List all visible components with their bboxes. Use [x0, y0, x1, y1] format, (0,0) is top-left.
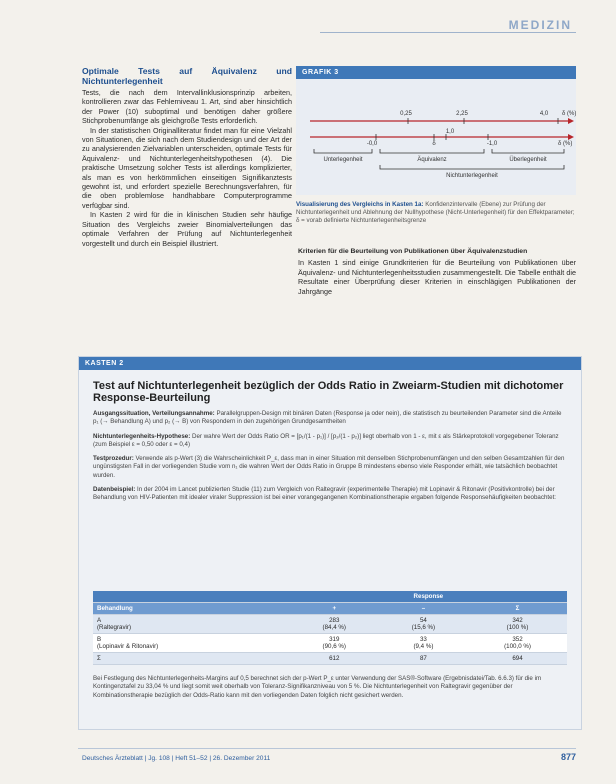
- table-cell: 694: [468, 653, 567, 665]
- lower-tick-label: δ: [432, 141, 436, 147]
- kasten-paragraph: [93, 455, 567, 480]
- upper-tick-label: 0,25: [400, 111, 412, 117]
- table-cell: A (Raltegravir): [93, 615, 290, 634]
- figure-label: GRAFIK 3: [296, 66, 576, 79]
- kasten-label: KASTEN 2: [79, 357, 581, 370]
- upper-axis-arrow: [568, 118, 574, 124]
- table-cell: 612: [290, 653, 379, 665]
- figure-box: [296, 66, 576, 225]
- table-row: [93, 653, 567, 665]
- left-paragraph: In Kasten 2 wird für die in klinischen Studien sehr häufige Situation des Vergleichs zweier Binomialverteilungen das optimale Verfahren der Prüfung auf Nichtunterlegenheit vorgestellt und durch ein Beispiel illustriert.: [82, 210, 292, 248]
- page-number: 877: [560, 752, 576, 762]
- upper-tick-label: 4,0: [539, 111, 549, 117]
- left-paragraph: Tests, die nach dem Intervallinklusionsprinzip arbeiten, kontrollieren zwar das Fehlerniveau 1. Art, sind aber hinsichtlich der Power (10) suboptimal und benötigen daher größere Stichprobenumfänge als gleichgroße Tests erforderlich.: [82, 88, 292, 126]
- table-col-header: –: [379, 603, 468, 615]
- bracket-label: Nichtunterlegenheit: [446, 173, 498, 179]
- bracket-unterlegenheit: [314, 149, 372, 153]
- lower-tick-label: -0,0: [366, 141, 378, 147]
- table-cell: 54 (15,6 %): [379, 615, 468, 634]
- table-cell: Σ: [93, 653, 290, 665]
- table-group-header: Response: [290, 591, 567, 603]
- table-cell: 283 (84,4 %): [290, 615, 379, 634]
- lower-tick-label: 1,0: [445, 129, 455, 135]
- left-heading: Optimale Tests auf Äquivalenz und Nichtunterlegenheit: [82, 66, 292, 86]
- upper-tick-label: 2,25: [456, 111, 468, 117]
- bracket-label: Unterlegenheit: [323, 157, 363, 163]
- right-heading: Kriterien für die Beurteilung von Publikationen über Äquivalenzstudien: [298, 248, 528, 255]
- kasten-paragraph: [93, 410, 567, 427]
- table-cell: B (Lopinavir & Ritonavir): [93, 634, 290, 653]
- kasten-paragraph-bold: Ausgangssituation, Verteilungsannahme:: [93, 410, 215, 417]
- table-col-header: Σ: [468, 603, 567, 615]
- kasten-paragraph: [93, 486, 567, 503]
- left-paragraph: In der statistischen Originalliteratur findet man für eine Vielzahl von Situationen, die sich nach dem Studiendesign und der Art der zu analysierenden Zielvariablen unterscheiden, optimale Tests für Äquivalenz- und Nichtunterlegenheitshypothesen (4). Die praktische Umsetzung solcher Tests ist allerdings komplizierter, als man es von herkömmlichen einseitigen Signifikanztests gewohnt ist, und erfordert spezielle Berechnungsverfahren, für die oben problemlose handhabbare Computerprogramme verfügbar sind.: [82, 125, 292, 210]
- bracket-label: Überlegenheit: [509, 157, 547, 163]
- section-tag: MEDIZIN: [508, 18, 572, 32]
- bracket-nichtunterlegenheit: [380, 165, 564, 169]
- table-corner: [93, 591, 290, 603]
- figure-diagram: [296, 79, 576, 195]
- lower-axis-arrow: [568, 134, 574, 140]
- table-cell: 87: [379, 653, 468, 665]
- table-col-header: Behandlung: [93, 603, 290, 615]
- lower-axis-label: δ (%): [558, 141, 573, 147]
- figure-caption-text: Konfidenzintervalle (Ebene) zur Prüfung der Nichtunterlegenheit und Ablehnung der Nullhypothese (Nicht-Unterlegenheit) für den Effektparameter; δ = vorab definierte Nichtunterlegenheitsgrenze: [296, 201, 575, 224]
- table-cell: 33 (9,4 %): [379, 634, 468, 653]
- table-cell: 352 (100,0 %): [468, 634, 567, 653]
- table-cell: 342 (100 %): [468, 615, 567, 634]
- kasten-paragraph-bold: Testprozedur:: [93, 455, 134, 463]
- kasten-paragraph-text: In der 2004 im Lancet publizierten Studie (11) zum Vergleich von Raltegravir (experimentelle Therapie) mit Lopinavir & Ritonavir (Positivkontrolle) bei der Behandlung von HIV-Patienten mit idealer viraler Suppression ist bei einer vorangegangenen Kombinationstherapie ergaben folgende Responsehäufigkeiten beobachtet:: [93, 486, 557, 502]
- figure-caption: [296, 201, 576, 225]
- left-column: [82, 66, 292, 248]
- footer-journal: Deutsches Ärzteblatt | Jg. 108 | Heft 51–52 | 26. Dezember 2011: [82, 755, 271, 762]
- table-cell: 319 (90,6 %): [290, 634, 379, 653]
- right-column: [298, 248, 576, 296]
- top-rule: [320, 32, 576, 33]
- kasten-paragraph-bold: Nichtunterlegenheits-Hypothese:: [93, 432, 191, 440]
- figure-body: [296, 79, 576, 195]
- table-row: [93, 634, 567, 653]
- kasten-closing: Bei Festlegung des Nichtunterlegenheits-Margins auf 0,5 berechnet sich der p-Wert P_ε unter Verwendung der SAS®-Software (Ergebnisdatei/Tab. 6.6.3) für die im Kontingenztafel zu 33,04 % und liegt somit weit oberhalb von Toleranz-Signifikanzniveau von 5 %. Die Nichtunterlegenheit von Raltegravir gegenüber der Kombinationstherapie bezüglich der Odds-Ratio kann mit den vorliegenden Daten folglich nicht gesichert werden.: [93, 675, 542, 699]
- lower-tick-label: -1,0: [486, 141, 498, 147]
- kasten-paragraph: [93, 433, 567, 450]
- kasten-paragraph-text: Der wahre Wert der Odds Ratio OR = [p₁/(1 - p₁)] / [p₂/(1 - p₂)] liegt oberhalb von 1 - ε, mit ε als Stärkeprotokoll vorgegebener Toleranz (zum Beispiel ε = 0,50 oder ε = 0,4): [93, 432, 559, 448]
- right-paragraph: In Kasten 1 sind einige Grundkriterien für die Beurteilung von Publikationen über Äquivalenz- und Nichtunterlegenheitsstudien zusammengestellt. Die Tabelle enthält die Resultate einer Überprüfung dieser Kriterien in einschlägigen Publikationen der Jahrgänge: [298, 258, 576, 296]
- kasten-box: [78, 356, 582, 730]
- table-row: [93, 615, 567, 634]
- bracket-label: Äquivalenz: [417, 157, 447, 163]
- figure-caption-bold: Visualisierung des Vergleichs in Kasten 1a:: [296, 201, 424, 208]
- bracket-ueberlegenheit: [492, 149, 564, 153]
- kasten-title: Test auf Nichtunterlegenheit bezüglich der Odds Ratio in Zweiarm-Studien mit dichotomer Response-Beurteilung: [93, 380, 564, 404]
- footer-rule: [78, 748, 576, 749]
- kasten-paragraph-text: Parallelgruppen-Design mit binären Daten (Response ja oder nein), die statistisch zu beurteilenden Parameter sind die Anteile p₁ (→ Behandlung A) und p₂ (→ B) von Respondern in den zugehörigen Grundgesamtheiten: [93, 410, 562, 426]
- upper-axis-label: δ (%): [562, 111, 576, 117]
- bracket-aequivalenz: [380, 149, 484, 153]
- response-table: [93, 591, 567, 665]
- table-col-header: +: [290, 603, 379, 615]
- kasten-paragraph-text: Verwende als p-Wert (3) die Wahrscheinlichkeit P_ε, dass man in einer Situation mit denselben Stichprobenumfängen und den selben Gesamtzahlen für den ungünstigsten Fall in der vorliegenden Studie vom n₁ die wahren Wert der Odds Ratio in Gruppe B mindestens ebenso viele Responder erhält, wie tatsächlich beobachtet wurden.: [93, 455, 565, 479]
- kasten-paragraph-bold: Datenbeispiel:: [93, 486, 136, 494]
